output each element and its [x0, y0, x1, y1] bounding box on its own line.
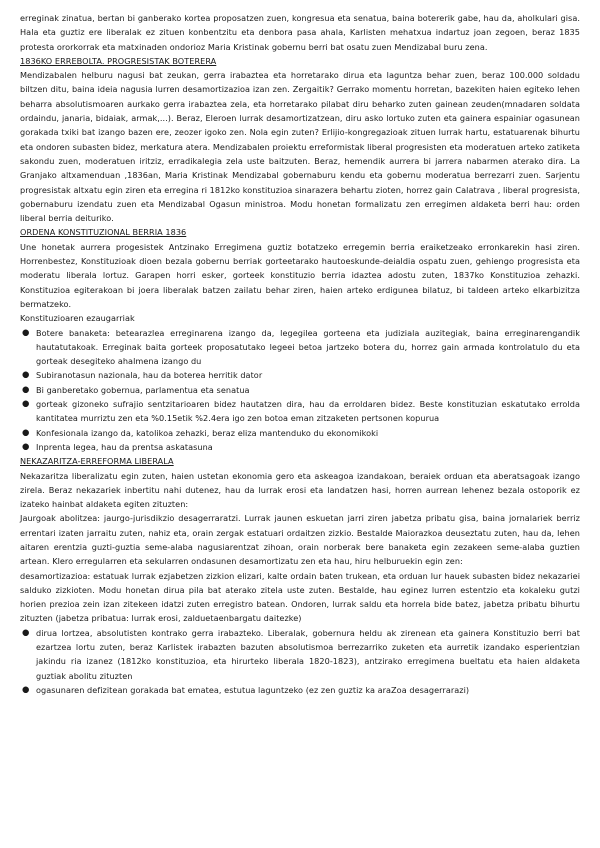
list-item-text: dirua lortzea, absolutisten kontrako gerra irabazteko. Liberalak, gobernura heldu ak zirenean eta gainera Konstituzio berri bat ezartzea lortu zuten, beraz Karlistek irabazten bazuten absolutismoa berrezarriko zuketen eta aurretik izandako esperientzian jakindu ria izanez (1812ko konstituzioa, eta hirurteko liberala 1820-1823), antzirako erregimena bueltatu eta haien aldaketa guztiak abolitu zituzten — [36, 627, 580, 681]
list-item — [20, 368, 580, 382]
list-item — [20, 626, 580, 683]
list-item — [20, 326, 580, 369]
list-item-text: Konfesionala izango da, katolikoa zehazki, beraz eliza mantenduko du ekonomikoki — [36, 427, 379, 438]
list-item — [20, 397, 580, 426]
bullet-icon: ● — [22, 441, 30, 452]
list-item — [20, 683, 580, 697]
section-paragraph-desamortizazioa: desamortizazioa: estatuak lurrak ezjabetzen zizkion elizari, kalte ordain baten trukean, eta orduan lur hauek subasten bidez nekazariei salduko zizkioten. Modu honetan dirua pila bat aterako zitela uste zuten. Bestalde, hau eginez lurren estentzio eta kokaleku gutzi horien prezioa zein izan zitekeen idatzi zuten erregistro batean. Ondoren, lurrak saldu eta horrela bide batez, jabetza pribatu bihurtu zituzten (jabetza pribatua: lurrak erosi, zalduetaenbargatu daitezke) — [20, 570, 580, 624]
list-item — [20, 383, 580, 397]
constitution-features-list — [20, 326, 580, 455]
list-item-text: gorteak gizoneko sufrajio sentzitarioaren bidez hautatzen dira, hau da erroldaren bidez. Beste konstituzian eskatutako errolda kantitatea murriztu zen eta %0.15etik %2.4era igo zen botoa eman zitzaketen pertsonen kopurua — [36, 399, 580, 424]
bullet-icon: ● — [22, 427, 30, 438]
section-paragraph-new-constitutional-order: Une honetak aurrera progesistek Antzinako Erregimena guztiz botatzeko erregemin berria eraiketzeako erronkarekin hasi ziren. Horrenbestez, Konstituzioak dioen bezala gobernu berriak gorteetarako hautoeskunde-deialdia ospatu zuen, gehiengo progresista eta moderatu liberala lortuz. Garapen horri esker, gorteek konstituzio berria idaztea adostu zuten, 1837ko Konstituzioa zehazki. Konstituzioa egiterakoan bi joera liberalak batzen zailatu behar ziren, haien arteko erdigunea bilatuz, bi taldeen arteko elkarbizitza bermatzeko. — [20, 241, 580, 309]
bullet-icon: ● — [22, 327, 30, 338]
section-paragraph-1836-revolt: Mendizabalen helburu nagusi bat zeukan, gerra irabaztea eta horretarako dirua eta laguntza behar zuen, beraz 100.000 soldadu biltzen ditu, baina ideia nagusia lurren desamortizazioa izan zen. Zergaitik? Gerrako momentu horretan, bazekiten haien egiteko lehen beharra absolutismoaren aurkako gerra irabaztea zela, eta horretarako pilabat diru beharko zuten gainean zeuden(mnadaren soldata ordaindu, janaria, bidaiak, armak,...). Beraz, Eleroen lurrak desamortizatzean, diru asko lortuko zuten eta gainera espainiar ogasunean gorakada txiki bat izango bazen ere, zeozer igoko zen. Nola egin zuten? Erlijio-kongregazioak zituen lurrak hartu, estatuarenak bihurtu eta ondoren subasten bidez, merkatura atera. Mendizabalen proiektu erreformistak liberal progresisten eta moderatuen arteko zatiketa sakondu zuen, moderatuen iritziz, erradikalegia zela uste baitzuten. Beraz, hemendik aurrera bi jarrera nabarmen aterako dira. La Granjako altxamenduan ,1836an, Maria Kristinak Mendizabal gobernaburu kendu eta gobernu moderatua berrezarri zuen. Sarjentu progresistak altxatu egin ziren eta erregina ri 1812ko konstituzioa sinarazera behartu zioten, horrez gain Calatrava , liberal progresista, gobernaburu izendatu zuen eta Mendizabal Ogasun ministroa. Modu honetan formalizatu zen erregimen aldaketa berri hau: orden liberal berria deituriko. — [20, 70, 580, 224]
list-item — [20, 440, 580, 454]
bullet-icon: ● — [22, 384, 30, 395]
bullet-icon: ● — [22, 399, 30, 410]
list-item-text: Botere banaketa: betearazlea erreginarena izango da, legegilea gorteena eta judiziala auzitegiak, baina erreginarengandik hautatutakoak. Erreginak baita gorteek proposatutako legeei betoa jartzeko botera du, horrez gain armada kontrolatulo du eta gorteak desegiteko ahalmena izango du — [36, 327, 580, 367]
section-heading-agrarian-reform: NEKAZARITZA-ERREFORMA LIBERALA — [20, 456, 174, 467]
section-paragraph-jaurgo: Jaurgoak abolitzea: jaurgo-jurisdikzio desagerraratzi. Lurrak jaunen eskuetan jarri ziren jabetza pribatu gisa, baina jornalariek berriz errentari izaten jarraitu zuten, nahiz eta, orain zergak estatuari ordaitzen zizkio. Bestalde Maiorazkoa deuseztatu zuten, hau da, lehen aitaren erentzia guzti-guztia seme-alaba nagusiarentzat zihoan, orain norberak bere banaketa egin zezakeen seme-alaba guztien artean. Klero erregularren eta sekularren ondasunen desamortizatu zen eta hau, hiru helburuekin egin zen: — [20, 513, 580, 567]
list-item — [20, 426, 580, 440]
list-item-text: Bi ganberetako gobernua, parlamentua eta senatua — [36, 384, 250, 395]
bullet-icon: ● — [22, 627, 30, 638]
desamortizazioa-goals-list — [20, 626, 580, 697]
intro-paragraph: erreginak zinatua, bertan bi ganberako kortea proposatzen zuen, kongresua eta senatua, baina botererik gabe, hau da, aholkulari gisa. Hala eta guztiz ere liberalak ez zituen konbentzitu eta denbora pasa ahala, Karlisten mehatxua indartuz joan zegoen, beraz 1835 protesta ororkorrak eta matxinaden ondorioz Maria Kristinak gobernu berri bat osatu zuen Mendizabal buru zena. — [20, 13, 580, 52]
section-heading-new-constitutional-order: ORDENA KONSTITUZIONAL BERRIA 1836 — [20, 227, 187, 238]
constitution-features-label: Konstituzioaren ezaugarriak — [20, 313, 135, 324]
bullet-icon: ● — [22, 370, 30, 381]
bullet-icon: ● — [22, 684, 30, 695]
section-heading-1836-revolt: 1836KO ERREBOLTA. PROGRESISTAK BOTERERA — [20, 55, 217, 66]
section-paragraph-agrarian-reform: Nekazaritza liberalizatu egin zuten, haien ustetan ekonomia gero eta askeagoa izandakoan, beraiek orduan eta aberatsagoak izango zirela. Beraz nekazariek inbertitu nahi dutenez, hau da lurrak erosi eta landatzen hasi, horren aurrean lehenez bezala ostoporik ez izateko hainbat aldaketa egiten zituzten: — [20, 470, 580, 510]
list-item-text: Subiranotasun nazionala, hau da boterea herritik dator — [36, 370, 263, 381]
list-item-text: Inprenta legea, hau da prentsa askatasuna — [36, 441, 213, 452]
list-item-text: ogasunaren defizitean gorakada bat ematea, estutua laguntzeko (ez zen guztiz ka araZoa desagerrarazi) — [36, 684, 470, 695]
